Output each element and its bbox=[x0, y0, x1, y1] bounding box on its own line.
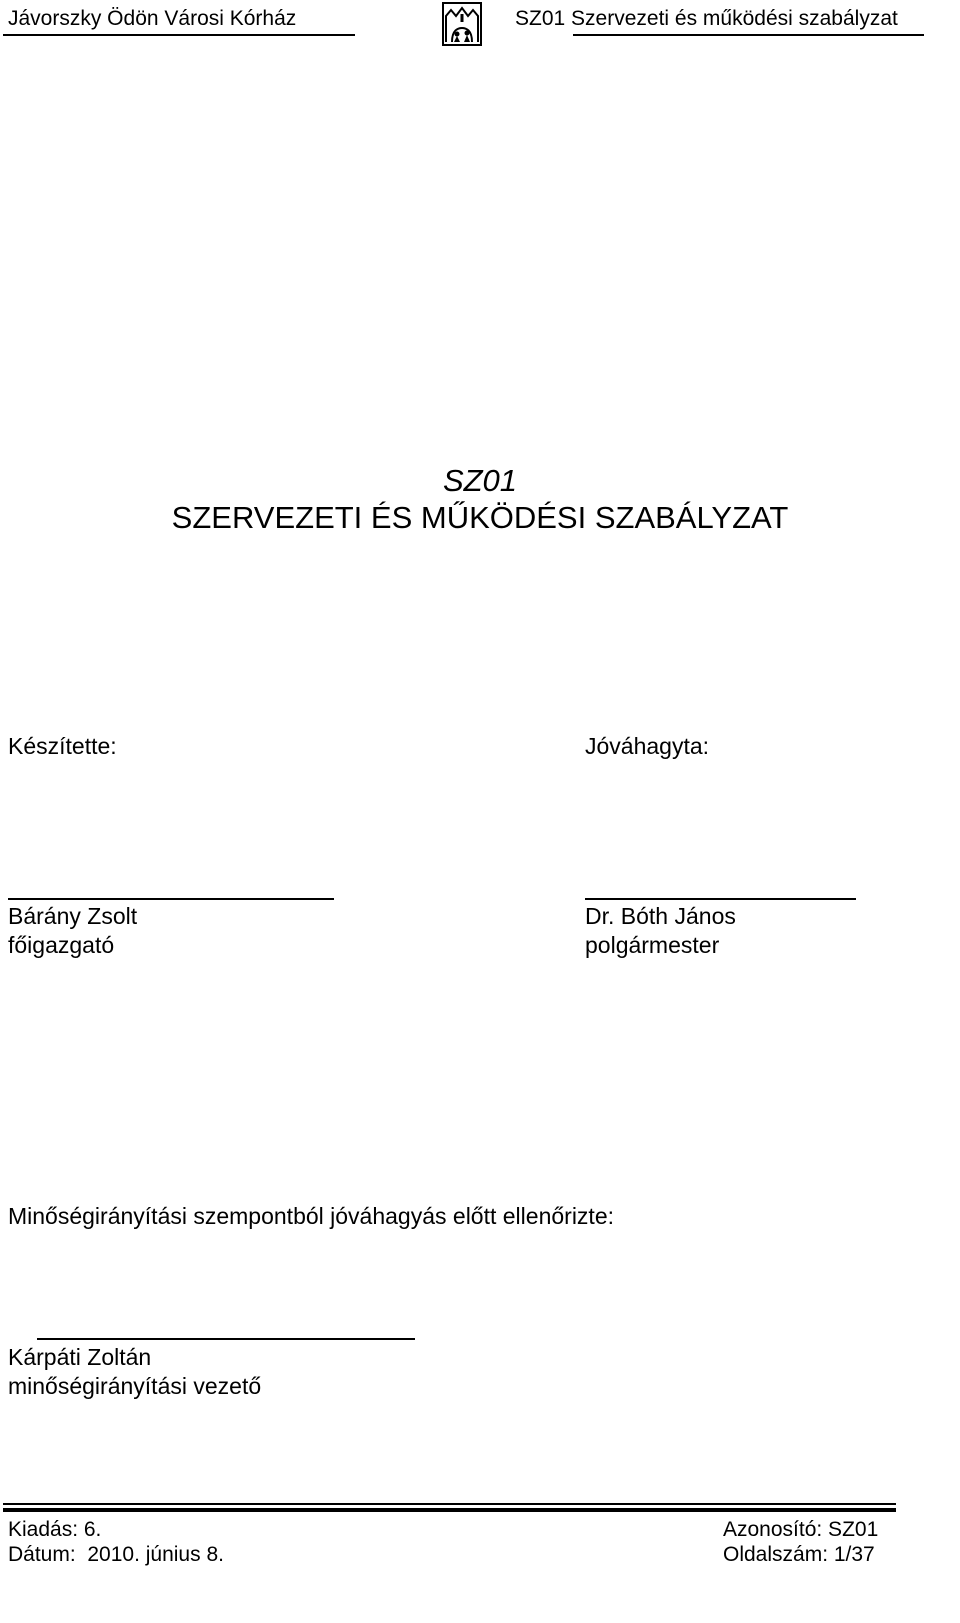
footer-date: Dátum: 2010. június 8. bbox=[8, 1543, 224, 1566]
header-institution: Jávorszky Ödön Városi Kórház bbox=[8, 7, 297, 30]
quality-name: Kárpáti Zoltán bbox=[8, 1344, 152, 1370]
prepared-label: Készítette: bbox=[8, 733, 117, 759]
prepared-signature-line bbox=[8, 898, 334, 900]
quality-signature-line bbox=[37, 1338, 415, 1340]
header-right-rule bbox=[573, 34, 924, 36]
document-title: SZERVEZETI ÉS MŰKÖDÉSI SZABÁLYZAT bbox=[171, 500, 789, 535]
footer-rule-thin bbox=[3, 1503, 896, 1505]
approved-role: polgármester bbox=[585, 932, 720, 958]
header-document-title: SZ01 Szervezeti és működési szabályzat bbox=[515, 7, 898, 30]
footer-rule-thick bbox=[3, 1508, 896, 1512]
quality-check-label: Minőségirányítási szempontból jóváhagyás előtt ellenőrizte: bbox=[8, 1203, 614, 1229]
approved-label: Jóváhagyta: bbox=[585, 733, 710, 759]
hospital-crest-icon bbox=[442, 2, 482, 46]
prepared-name: Bárány Zsolt bbox=[8, 903, 138, 929]
header-left-rule bbox=[3, 34, 355, 36]
footer-page-number: Oldalszám: 1/37 bbox=[723, 1543, 875, 1566]
footer-identifier: Azonosító: SZ01 bbox=[723, 1518, 879, 1541]
approved-name: Dr. Bóth János bbox=[585, 903, 736, 929]
approved-signature-line bbox=[585, 898, 856, 900]
prepared-role: főigazgató bbox=[8, 932, 115, 958]
footer-edition: Kiadás: 6. bbox=[8, 1518, 102, 1541]
document-code: SZ01 bbox=[442, 463, 518, 498]
quality-role: minőségirányítási vezető bbox=[8, 1373, 262, 1399]
